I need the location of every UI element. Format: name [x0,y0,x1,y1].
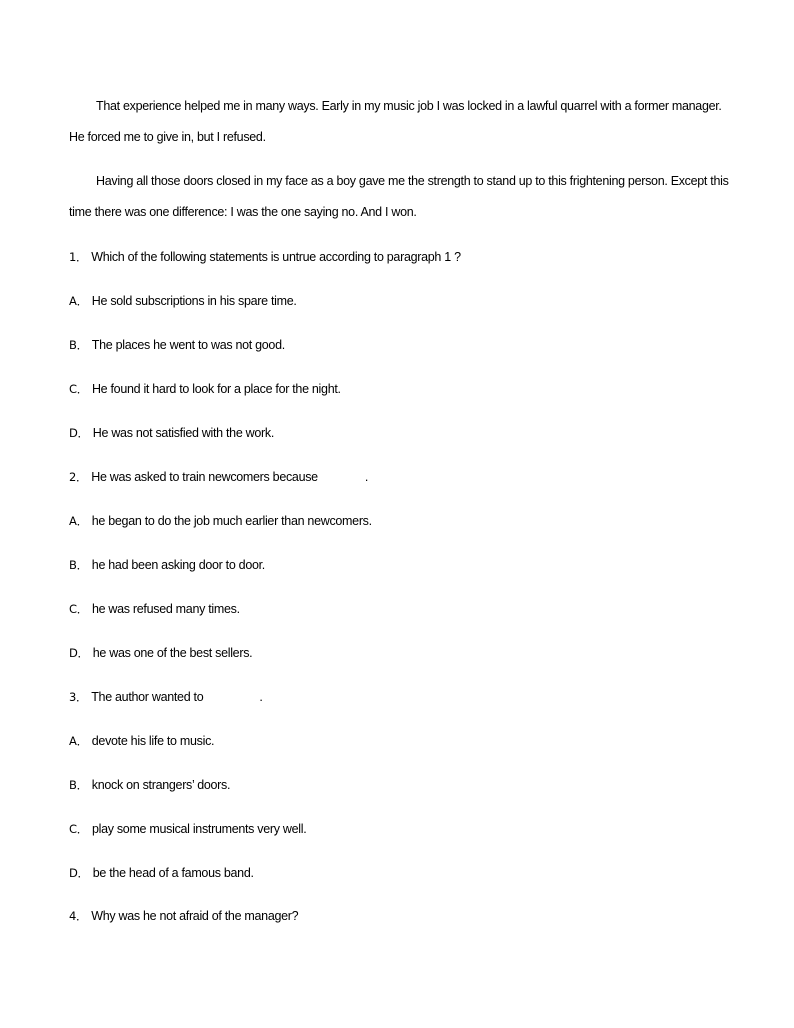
question-1-option-d [69,425,274,441]
option-text: He was not satisfied with the work. [92,426,275,440]
question-2-stem [69,469,368,485]
passage-paragraph-2 [69,166,729,228]
question-number: 3． [69,690,88,704]
question-1-option-b [69,337,285,353]
question-2-option-b [69,557,265,573]
option-letter: A． [69,514,88,528]
option-text: play some musical instruments very well. [91,822,307,836]
option-letter: D． [69,646,89,660]
question-3-option-c [69,821,306,837]
question-2-option-a [69,513,372,529]
question-number: 2． [69,470,88,484]
question-1-option-c [69,381,341,397]
option-letter: C． [69,602,88,616]
option-text: He sold subscriptions in his spare time. [91,294,297,308]
question-stem-end: . [259,690,263,704]
option-letter: B． [69,338,88,352]
question-text: He was asked to train newcomers because [91,470,318,484]
option-text: be the head of a famous band. [92,866,254,880]
question-1-option-a [69,293,297,309]
question-text: Which of the following statements is untrue according to paragraph 1 ? [91,250,461,264]
question-2-option-c [69,601,240,617]
question-2-option-d [69,645,252,661]
question-number: 1． [69,250,88,264]
question-3-option-b [69,777,230,793]
option-text: He found it hard to look for a place for the night. [91,382,341,396]
option-letter: B． [69,778,88,792]
passage-paragraph-text: Having all those doors closed in my face as a boy gave me the strength to stand up to this frightening person. Except this time there was one difference: I was the one saying no. And I won. [69,174,729,219]
option-letter: A． [69,734,88,748]
question-stem-end: . [364,470,369,484]
option-letter: D． [69,426,89,440]
option-letter: A． [69,294,88,308]
question-3-option-a [69,733,214,749]
option-text: he was refused many times. [91,602,240,616]
passage-paragraph-1 [69,91,729,153]
question-3-stem [69,689,263,705]
option-letter: B． [69,558,88,572]
option-text: knock on strangers’ doors. [91,778,231,792]
question-number: 4． [69,909,88,923]
question-1-stem [69,249,461,265]
question-text: The author wanted to [91,690,204,704]
option-letter: C． [69,382,88,396]
option-text: he had been asking door to door. [91,558,265,572]
passage-paragraph-text: That experience helped me in many ways. Early in my music job I was locked in a lawful quarrel with a former manager. He forced me to give in, but I refused. [69,99,722,144]
question-text: Why was he not afraid of the manager? [91,909,299,923]
option-letter: C． [69,822,88,836]
question-4-stem [69,908,298,924]
question-3-option-d [69,865,254,881]
option-letter: D． [69,866,89,880]
option-text: devote his life to music. [91,734,215,748]
option-text: he was one of the best sellers. [92,646,253,660]
option-text: he began to do the job much earlier than newcomers. [91,514,372,528]
option-text: The places he went to was not good. [91,338,285,352]
